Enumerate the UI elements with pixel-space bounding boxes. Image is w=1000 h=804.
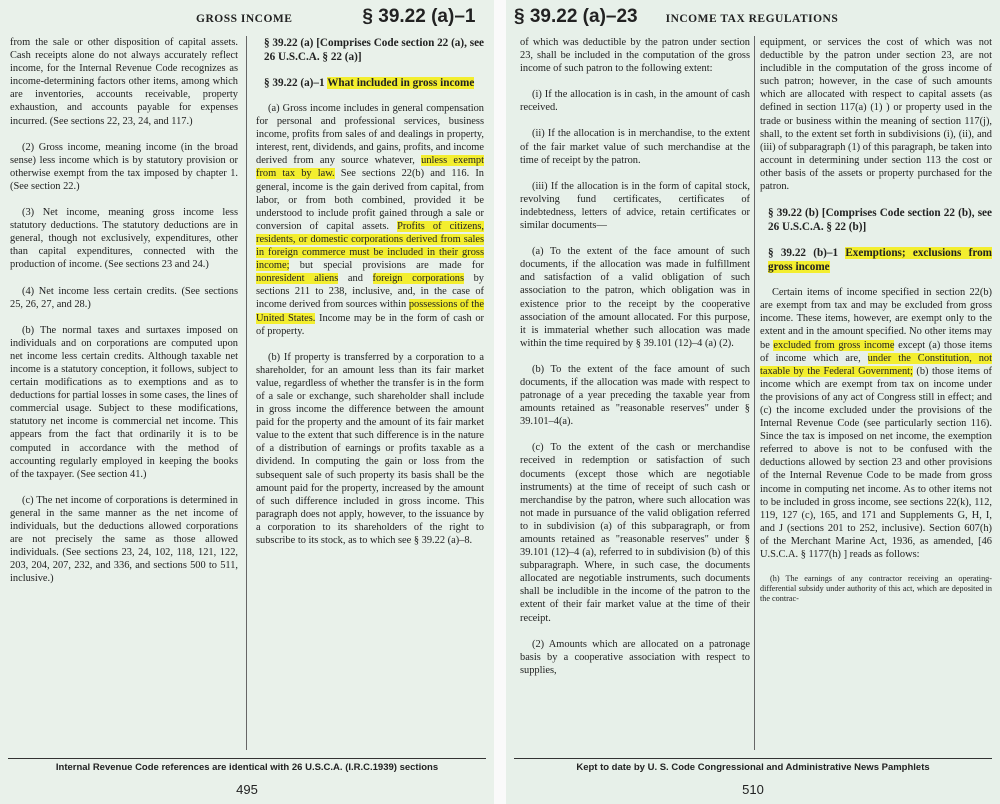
right-page	[506, 0, 1000, 804]
left-running-title: GROSS INCOME	[196, 13, 293, 25]
paragraph	[256, 102, 484, 338]
column-divider	[246, 36, 247, 750]
footer-note: Internal Revenue Code references are identical with 26 U.S.C.A. (I.R.C.1939) sections	[55, 762, 439, 773]
paragraph: (c) To the extent of the cash or merchandise received in redemption or satisfaction of such documents (except those which are negotiable instruments) at the time of receipt of such cash or merchandise by the patron, where such allocation was not made in pursuance of the valid obligation referred to in subdivision (a) of this subparagraph, or from amounts retained as "reasonable reserves" under § 39.101 (12)–4 (a), referred to in subdivision (b) of this subparagraph. Where, in such case, the documents allocated are negotiable instruments, such documents shall be includible in the income of the patron to the extent of their fair market value at the time of their receipt.	[520, 442, 750, 624]
right-running-title: INCOME TAX REGULATIONS	[665, 13, 839, 25]
left-page-header	[196, 6, 475, 30]
text-run: (b) those items of income which are exempt from tax on income under the provisions of any act of Congress still in effect; and (c) the income excluded under the provisions of the Internal Revenue Code (see particularly section 116). Since the tax is imposed on net income, the exemption referred to above is not to be confused with the deductions allowed by section 23 and other provisions of the Internal Revenue Code to be made from gross income in computing net income. As to other items not to be included in gross income, see sections 22(k), 112, 119, 127 (c), 165, and 171 and Supplements G, H, I, and J (sections 201 to 252, inclusive). Section 607(h) of the Merchant Marine Act, 1936, as amended, [46 U.S.C.A. § 1177(h) ] reads as follows:	[760, 365, 992, 560]
paragraph: (a) To the extent of the face amount of such documents, if the allocation was made in fulfillment and satisfaction of a valid obligation of such association to the patron, which obligation was in existence prior to the receipt by the cooperative association of the amount allocated. For this purpose, it is immaterial whether such allocation was made within the time required by § 39.101 (12)–4 (a) (2).	[520, 246, 750, 349]
footer-rule	[514, 758, 992, 759]
text-run: See sections 22(b) and 116. In general, income is the gain derived from capital, from labor, or from both combined, provided it be understood to include profit gained through a sale or conversion of capital assets.	[256, 168, 484, 232]
paragraph: equipment, or services the cost of which was not deductible by the patron under section 23, are not includible in the computation of the gross income of such patron; however, in the case of such amounts which are allocated with respect to capital assets (as defined in section 117(a) (1) ) or property used in the trade or business within the meaning of section 117(j), shall, to the extent set forth in subdivisions (i), (ii), and (iii) of subparagraph (1) of this paragraph, be taken into account in determining under section 113 the cost or other basis of the assets or property purchased for the patron.	[760, 37, 992, 193]
section-heading: § 39.22 (b) [Comprises Code section 22 (b), see 26 U.S.C.A. § 22 (b)]	[768, 207, 992, 234]
text-run: but special provisions are made for	[289, 260, 484, 272]
paragraph: (4) Net income less certain credits. (See sections 25, 26, 27, and 28.)	[10, 285, 238, 310]
left-column-1	[10, 36, 238, 750]
section-heading: § 39.22 (a) [Comprises Code section 22 (a), see 26 U.S.C.A. § 22 (a)]	[264, 37, 484, 63]
paragraph: of which was deductible by the patron under section 23, shall be included in the computation of the gross income of such patron to the following extent:	[520, 37, 750, 75]
highlighted-text: unless exempt from tax by law.	[256, 155, 484, 180]
highlighted-text: possessions of the United States.	[256, 299, 484, 324]
page-number: 495	[236, 782, 258, 797]
text-run: and	[338, 273, 373, 285]
paragraph: (b) To the extent of the face amount of such documents, if the allocation was made with respect to patronage of a year preceding the taxable year from amounts retained as "reasonable reserves" under § 39.101–4(a).	[520, 363, 750, 428]
text-run: except (a) those items of income which are,	[760, 339, 992, 364]
highlighted-text: excluded from gross income	[773, 339, 895, 351]
paragraph: (c) The net income of corporations is determined in general in the same manner as the net income of individuals, but the deductions allowed corporations are not precisely the same as those allowed individuals. (See sections 23, 24, 102, 118, 121, 122, 203, 204, 207, 232, and 336, and sections 500 to 511, inclusive.)	[10, 494, 238, 585]
paragraph: (b) If property is transferred by a corporation to a shareholder, for an amount less than its fair market value, regardless of whether the transfer is in the form of a sale or exchange, such shareholder shall include in gross income the difference between the amount paid for the property and the amount of its fair market value to the extent that such difference is in the nature of a distribution of earnings or profits taxable as a dividend. In computing the gain or loss from the subsequent sale of such property its basis shall be the amount paid for the property, increased by the amount of such difference included in gross income. This paragraph does not apply, however, to the issuance by a corporation to its shareholders of the right to subscribe to its stock, as to which see § 39.22 (a)–8.	[256, 351, 484, 546]
paragraph: (iii) If the allocation is in the form of capital stock, revolving fund certificates, certificates of indebtedness, letters of advice, retain certificates or similar documents—	[520, 180, 750, 232]
text-run: Certain items of income specified in section 22(b) are exempt from tax and may be excluded from gross income. These items, however, are exempt only to the extent and in the amount specified. No other items may be	[760, 287, 992, 351]
right-section-number: § 39.22 (a)–23	[514, 6, 638, 27]
column-divider	[754, 36, 755, 750]
book-gutter	[494, 0, 506, 804]
left-column-2	[256, 36, 484, 750]
section-heading	[256, 76, 484, 90]
left-section-number: § 39.22 (a)–1	[362, 6, 476, 27]
text-run: (a) Gross income includes in general compensation for personal and professional services, business income, profits from sales of and dealings in property, interest, rent, dividends, and gains, profits, and income derived from any source whatever,	[256, 103, 484, 167]
text-run: by sections 211 to 238, inclusive, and, in the case of income derived from sources within	[256, 273, 484, 311]
paragraph: (i) If the allocation is in cash, in the amount of cash received.	[520, 89, 750, 114]
section-heading-number: § 39.22 (b)–1	[768, 247, 846, 260]
paragraph	[760, 286, 992, 561]
highlighted-heading: What included in gross income	[327, 77, 475, 89]
paragraph: (3) Net income, meaning gross income less statutory deductions. The statutory deductions are in general, though not exclusively, expenditures, other than capital expenditures, connected with the production of income. (See sections 23 and 24.)	[10, 207, 238, 271]
paragraph: (2) Gross income, meaning income (in the broad sense) less income which is by statutory provision or otherwise exempt from the tax imposed by chapter 1. (See section 22.)	[10, 141, 238, 192]
right-column-1	[520, 36, 750, 750]
left-page	[0, 0, 494, 804]
section-heading-number: § 39.22 (a)–1	[264, 77, 328, 89]
right-page-header	[514, 6, 838, 30]
section-heading	[760, 246, 992, 274]
highlighted-text: nonresident aliens	[256, 273, 339, 285]
paragraph: (2) Amounts which are allocated on a patronage basis by a cooperative association with respect to supplies,	[520, 638, 750, 676]
text-run: Income may be in the form of cash or of property.	[256, 312, 484, 337]
highlighted-text: foreign corporations	[372, 273, 465, 285]
footer-note: Kept to date by U. S. Code Congressional and Administrative News Pamphlets	[576, 762, 930, 773]
paragraph: (ii) If the allocation is in merchandise, to the extent of the fair market value of such merchandise at the time of receipt by the patron.	[520, 128, 750, 166]
footer-rule	[8, 758, 486, 759]
paragraph: (b) The normal taxes and surtaxes imposed on individuals and on corporations are computed upon net income less certain credits. Although taxable net income is a statutory conception, it follows, subject to certain modifications as to exemptions and as to deductions for partial losses in some cases, the lines of commercial usage. Subject to these modifications, statutory net income is commercial net income. This appears from the fact that ordinarily it is to be computed in accordance with the method of accounting regularly employed in keeping the books of the taxpayer. (See section 41.)	[10, 324, 238, 480]
highlighted-text: under the Constitution, not taxable by the Federal Government;	[760, 352, 992, 377]
quoted-note: (h) The earnings of any contractor receiving an operating-differential subsidy under authority of this act, which are deposited in the contrac-	[760, 574, 992, 604]
paragraph: from the sale or other disposition of capital assets. Cash receipts alone do not always accurately reflect income, for the Internal Revenue Code recognizes as income-determining factors other items, among which are inventories, accounts receivable, property exhaustion, and accounts payable for expenses incurred. (See sections 22, 23, 24, and 117.)	[10, 37, 238, 127]
page-number: 510	[742, 782, 764, 797]
right-column-2	[760, 36, 992, 750]
highlighted-heading: Exemptions; exclusions from gross income	[768, 247, 992, 274]
highlighted-text: Profits of citizens, residents, or domestic corporations derived from sales in foreign commerce must be included in their gross income;	[256, 220, 484, 272]
